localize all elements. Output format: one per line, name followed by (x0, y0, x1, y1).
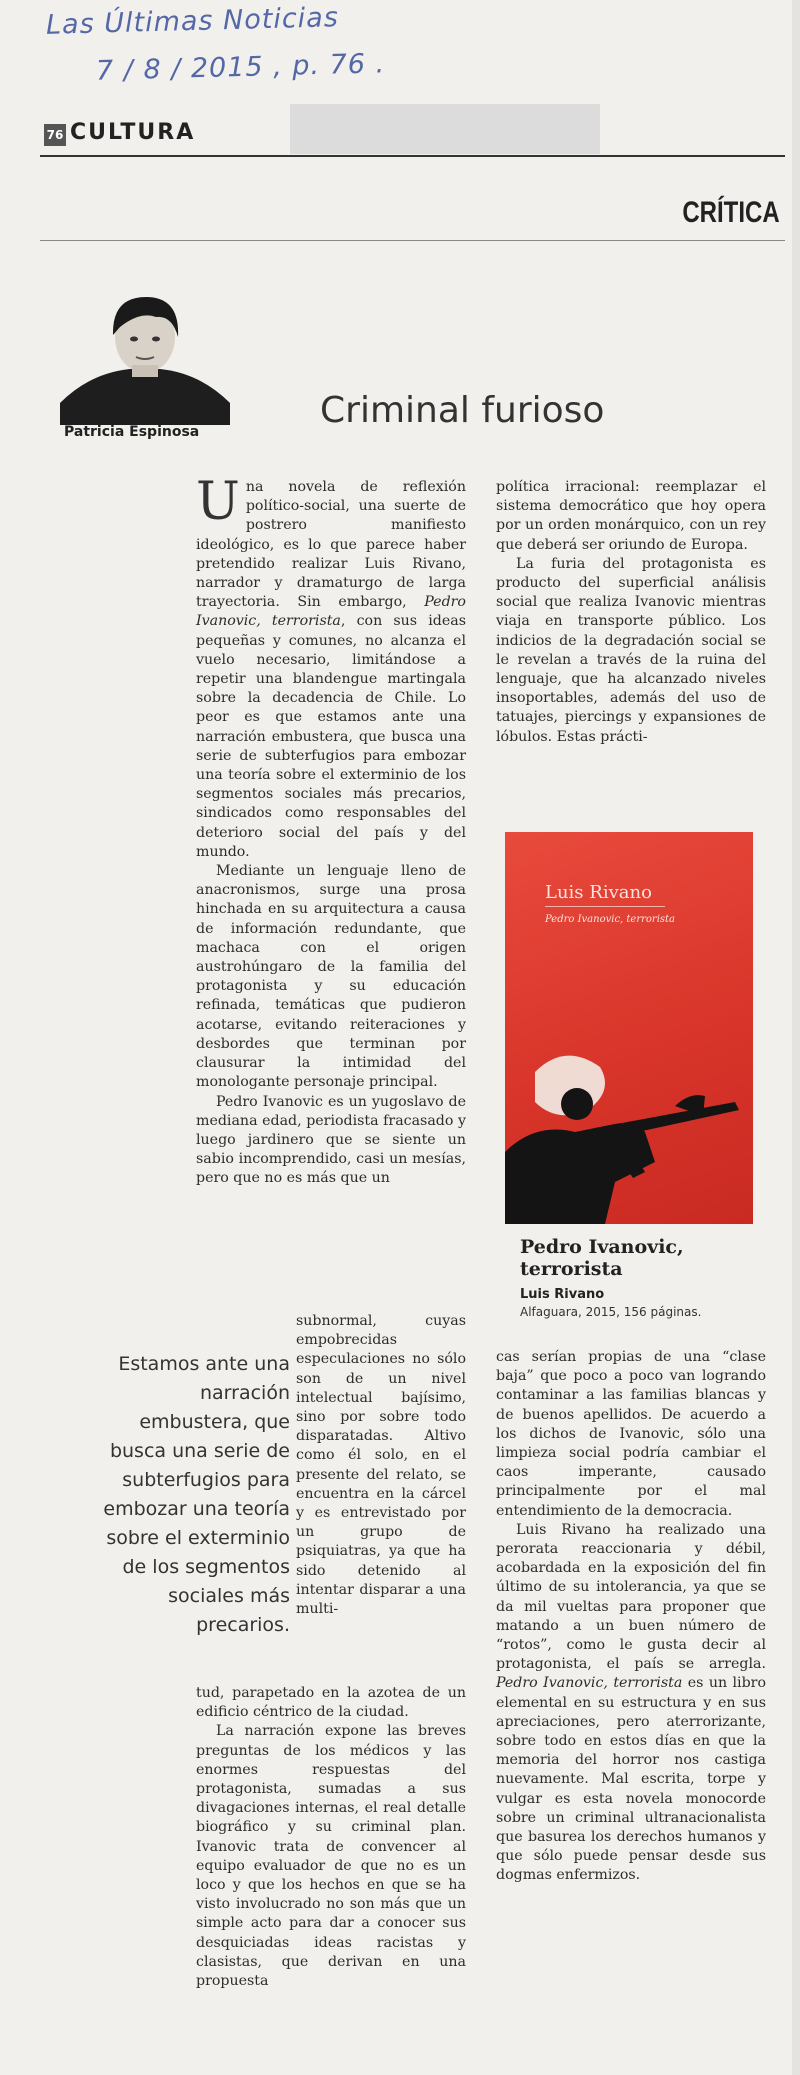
book-cover-illustration (505, 1032, 753, 1224)
book-cover-title: Pedro Ivanovic, terrorista (545, 914, 676, 925)
book-cover (505, 832, 753, 1224)
redacted-header-band (290, 104, 600, 154)
page-edge (792, 0, 800, 2075)
handwritten-date: 7 / 8 / 2015 , p. 76 . (95, 48, 386, 87)
paragraph: política irracional: reemplazar el sistema democrático que hoy opera por un orden monárquico, con un rey que deberá ser oriundo de Europa. (496, 479, 766, 553)
columnist-photo (60, 285, 230, 425)
paragraph: Luis Rivano ha realizado una perorata reaccionaria y débil, acobardada en la exposición del fin último de su intolerancia, ya que se da mil vueltas para proponer que matando a un buen número de “rotos”, como le gusta decir al protagonista, el país se arregla. Pedro Ivanovic, terrorista es un libro elemental en su estructura y en sus apreciaciones, pero aterrorizante, sobre todo en estos días en que la memoria del horror nos castiga nuevamente. Mal escrita, torpe y vulgar es esta novela monocorde sobre un criminal ultranacionalista que basurea los derechos humanos y que sólo puede pensar desde sus dogmas enfermizos. (496, 1521, 766, 1884)
handwritten-source: Las Últimas Noticias (45, 2, 340, 41)
drop-cap: U (196, 472, 240, 532)
paragraph: Mediante un lenguaje lleno de anacronismos, surge una prosa hinchada en su arquitectura a causa de información redundante, que machaca con el origen austrohúngaro de la familia del protagonista y su educación refinada, temáticas que pudieron acotarse, evitando reiteraciones y desbordes que terminan por clausurar la intimidad del monologante personaje principal. (196, 863, 466, 1091)
book-caption-publisher: Alfaguara, 2015, 156 páginas. (520, 1305, 702, 1319)
paragraph: Una novela de reflexión político-social, una suerte de postrero manifiesto ideológico, es lo que parece haber pretendido realizar Luis Rivano, narrador y dramaturgo de larga trayectoria. Sin embargo, Pedro Ivanovic, terrorista, con sus ideas pequeñas y comunes, no alcanza el vuelo necesario, limitándose a repetir una blandengue martingala sobre la decadencia de Chile. Lo peor es que estamos ante una narración embustera, que busca una serie de subterfugios para embozar una teoría sobre el exterminio de los segmentos sociales más precarios, sindicados como responsables del deterioro social del país y del mundo. (196, 472, 466, 860)
book-caption-title: Pedro Ivanovic, terrorista (520, 1236, 684, 1280)
section-name: CULTURA (70, 120, 196, 145)
book-title-inline: Pedro Ivanovic, terrorista (496, 1675, 683, 1692)
book-title-inline: Pedro Ivanovic, terrorista (196, 594, 466, 630)
article-column-1-narrow (296, 1312, 466, 1619)
paragraph: Pedro Ivanovic es un yugoslavo de mediana edad, periodista fracasado y luego jardinero que se siente un sabio incomprendido, casi un mesías, pero que no es más que un (196, 1093, 466, 1187)
book-cover-author: Luis Rivano (545, 882, 652, 903)
paragraph: La furia del protagonista es producto del superficial análisis social que realiza Ivanovic mientras viaja en transporte público. Los indicios de la degradación social se le revelan a través de la ruina del lenguaje, que ha alcanzado niveles insoportables, además del uso de tatuajes, piercings y expansiones de lóbulos. Estas prácti- (496, 555, 766, 745)
paragraph: La narración expone las breves preguntas de los médicos y las enormes respuestas del protagonista, sumadas a sus divagaciones internas, el real detalle biográfico y su criminal plan. Ivanovic trata de convencer al equipo evaluador de que no es un loco y que los hechos en que se ha visto involucrado no son más que un simple acto para dar a conocer sus desquiciadas ideas racistas y clasistas, que derivan en una propuesta (196, 1723, 466, 1990)
section-tag: CRÍTICA (682, 196, 780, 229)
article-column-1 (196, 472, 466, 1189)
paragraph: tud, parapetado en la azotea de un edificio céntrico de la ciudad. (196, 1685, 466, 1721)
top-rule (40, 240, 785, 241)
book-caption-author: Luis Rivano (520, 1287, 605, 1302)
header-rule (40, 155, 785, 157)
article-column-2 (496, 478, 766, 747)
article-title: Criminal furioso (320, 390, 605, 431)
article-column-2-bottom (496, 1348, 766, 1886)
paragraph: cas serían propias de una “clase baja” que poco a poco van logrando contaminar a las familias blancas y de buenos apellidos. De acuerdo a los dichos de Ivanovic, sólo una limpieza social podría cambiar el caos imperante, causado principalmente por el mal entendimiento de la democracia. (496, 1349, 766, 1519)
pull-quote: Estamos ante una narración embustera, que busca una serie de subterfugios para embozar una teoría sobre el exterminio de los segmentos sociales más precarios. (103, 1353, 290, 1636)
paragraph: subnormal, cuyas empobrecidas especulaciones no sólo son de un nivel intelectual bajísimo, sino por sobre todo disparatadas. Altivo como él solo, en el presente del relato, se encuentra en la cárcel y es entrevistado por un grupo de psiquiatras, ya que ha sido detenido al intentar disparar a una multi- (296, 1313, 466, 1618)
book-cover-rule (545, 906, 665, 907)
article-column-1-bottom (196, 1684, 466, 1991)
columnist-name: Patricia Espinosa (64, 424, 200, 440)
page-number: 76 (44, 124, 66, 146)
